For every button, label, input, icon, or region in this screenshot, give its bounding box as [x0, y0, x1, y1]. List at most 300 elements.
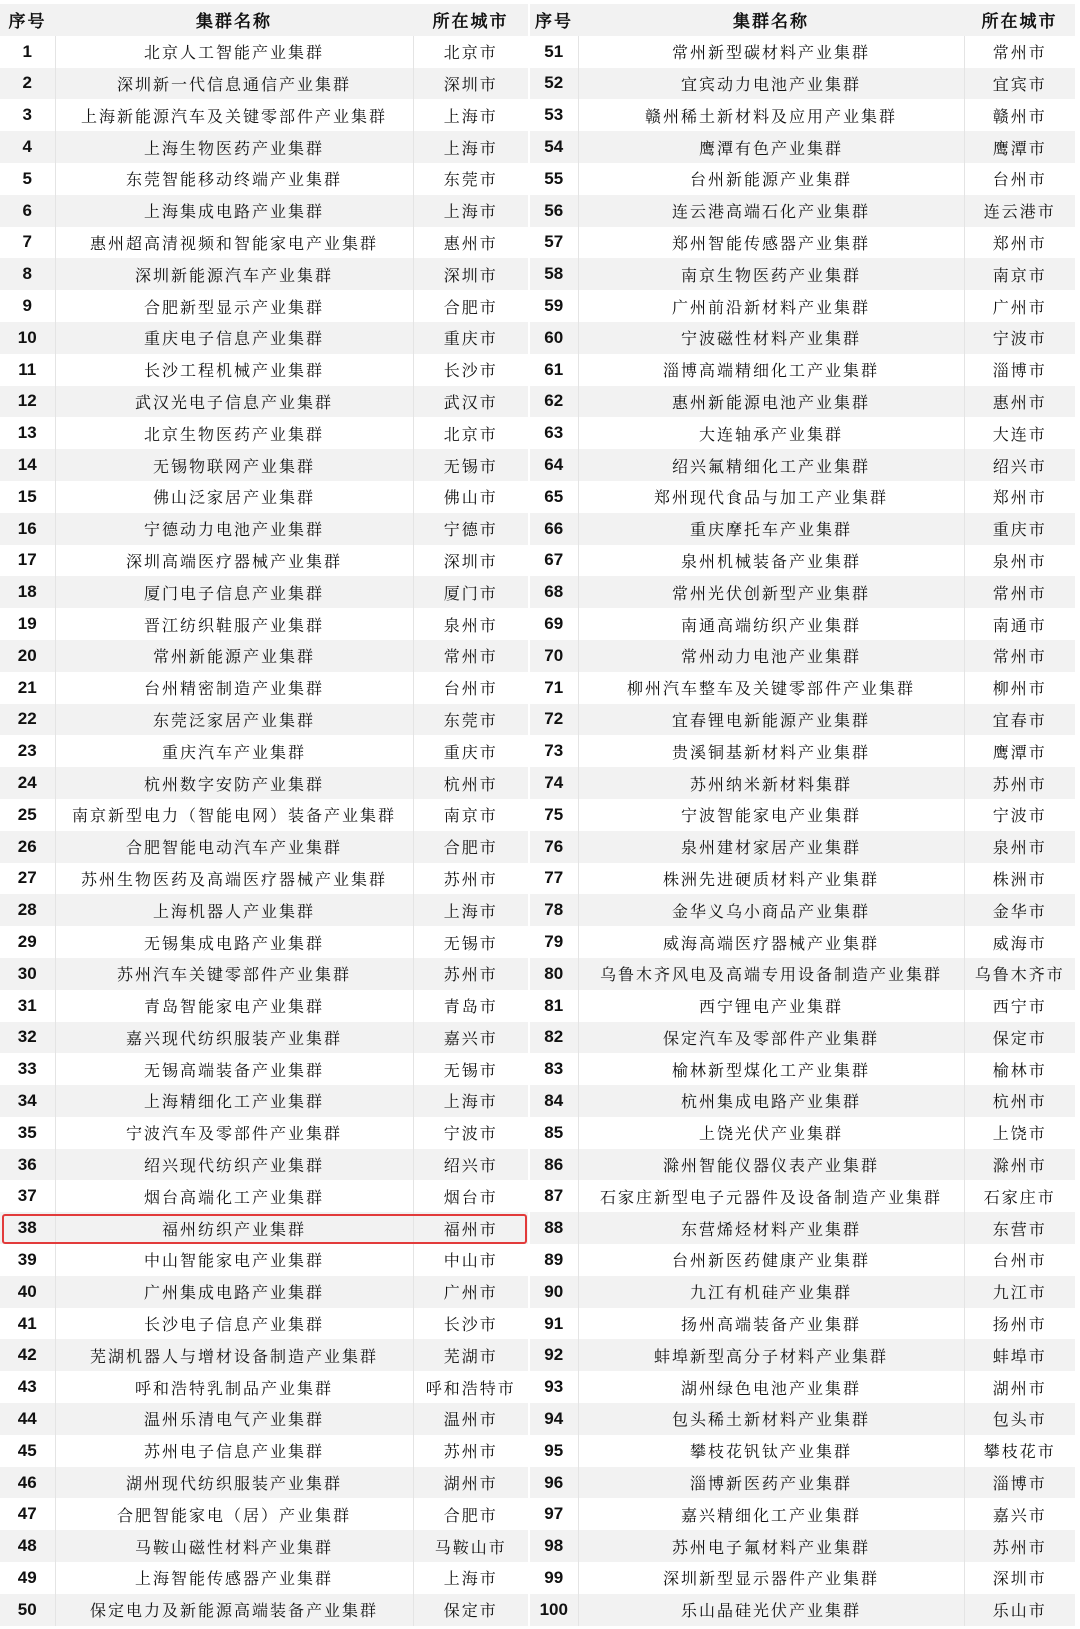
city-name: 上海市: [413, 1085, 528, 1117]
cluster-name: 嘉兴现代纺织服装产业集群: [55, 1022, 413, 1054]
table-row: [0, 1022, 528, 1054]
cluster-name: 烟台高端化工产业集群: [55, 1180, 413, 1212]
header-cluster-name: 集群名称: [578, 4, 964, 36]
cluster-name: 宁波智能家电产业集群: [578, 799, 964, 831]
table-row: [530, 1339, 1075, 1371]
row-index: 56: [530, 195, 578, 227]
row-index: 13: [17, 423, 37, 443]
cluster-name: 惠州新能源电池产业集群: [578, 386, 964, 418]
cluster-name: 台州新医药健康产业集群: [578, 1244, 964, 1276]
cluster-name: 乐山晶硅光伏产业集群: [578, 1594, 964, 1626]
cluster-name: 淄博高端精细化工产业集群: [578, 354, 964, 386]
row-index: 33: [17, 1059, 37, 1079]
cluster-name: 广州集成电路产业集群: [55, 1276, 413, 1308]
table-row: [530, 1244, 1075, 1276]
cluster-name: 苏州纳米新材料集群: [578, 767, 964, 799]
row-index: 65: [544, 486, 564, 506]
row-index: 32: [0, 1022, 55, 1054]
city-name: 苏州市: [413, 958, 528, 990]
city-name: 郑州市: [992, 233, 1047, 253]
table-row: [530, 1435, 1075, 1467]
table-row: [530, 195, 1075, 227]
cluster-name: 淄博新医药产业集群: [578, 1467, 964, 1499]
table-row: [0, 1085, 528, 1117]
table-row: [530, 1371, 1075, 1403]
city-name: 鹰潭市: [964, 131, 1075, 163]
table-row: [0, 99, 528, 131]
city-name: 长沙市: [443, 361, 498, 381]
table-row: [0, 1467, 528, 1499]
row-index: 76: [530, 831, 578, 863]
cluster-name: 宜宾动力电池产业集群: [578, 68, 964, 100]
table-row: [530, 958, 1075, 990]
table-row: [530, 894, 1075, 926]
row-index: 57: [544, 232, 564, 252]
row-index: 71: [544, 677, 564, 697]
table-row: [0, 1371, 528, 1403]
table-row: [530, 545, 1075, 577]
city-name: 福州市: [413, 1212, 528, 1244]
row-index: 41: [17, 1313, 37, 1333]
row-index: 36: [0, 1149, 55, 1181]
row-index: 6: [0, 195, 55, 227]
table-row: [530, 386, 1075, 418]
table-row: [0, 576, 528, 608]
cluster-name: 泉州机械装备产业集群: [578, 545, 964, 577]
table-row: [0, 672, 528, 704]
row-index: 48: [0, 1530, 55, 1562]
city-name: 金华市: [964, 894, 1075, 926]
row-index: 84: [530, 1085, 578, 1117]
city-name: 榆林市: [992, 1060, 1047, 1080]
city-name: 乌鲁木齐市: [964, 958, 1075, 990]
city-name: 淄博市: [992, 361, 1047, 381]
cluster-name: 呼和浩特乳制品产业集群: [55, 1371, 413, 1403]
row-index: 89: [544, 1249, 564, 1269]
cluster-name: 泉州建材家居产业集群: [578, 831, 964, 863]
row-index: 21: [17, 677, 37, 697]
table-row: [530, 831, 1075, 863]
row-index: 83: [544, 1059, 564, 1079]
row-index: 31: [17, 995, 37, 1015]
cluster-name: 重庆汽车产业集群: [55, 735, 413, 767]
table-row: [530, 672, 1075, 704]
table-row: [530, 990, 1075, 1022]
table-row: [0, 322, 528, 354]
table-row: [530, 1022, 1075, 1054]
city-name: 重庆市: [964, 513, 1075, 545]
cluster-name: 深圳新一代信息通信产业集群: [55, 68, 413, 100]
city-name: 惠州市: [964, 386, 1075, 418]
cluster-name: 芜湖机器人与增材设备制造产业集群: [55, 1339, 413, 1371]
table-row: [0, 1498, 528, 1530]
city-name: 杭州市: [413, 767, 528, 799]
row-index: 77: [544, 868, 564, 888]
cluster-name: 连云港高端石化产业集群: [578, 195, 964, 227]
cluster-name: 蚌埠新型高分子材料产业集群: [578, 1339, 964, 1371]
row-index: 93: [544, 1377, 564, 1397]
row-index: 86: [530, 1149, 578, 1181]
city-name: 深圳市: [992, 1569, 1047, 1589]
cluster-name: 佛山泛家居产业集群: [55, 481, 413, 513]
cluster-name: 惠州超高清视频和智能家电产业集群: [55, 227, 413, 259]
table-row: [0, 417, 528, 449]
table-row: [530, 481, 1075, 513]
city-name: 嘉兴市: [992, 1505, 1047, 1525]
city-name: 泉州市: [964, 831, 1075, 863]
city-name: 连云港市: [964, 195, 1075, 227]
cluster-name: 福州纺织产业集群: [55, 1212, 413, 1244]
cluster-table-left: [0, 4, 528, 1626]
table-row: [530, 640, 1075, 672]
cluster-name: 东莞泛家居产业集群: [55, 704, 413, 736]
city-name: 台州市: [992, 1251, 1047, 1271]
cluster-name: 东营烯烃材料产业集群: [578, 1212, 964, 1244]
table-row: [0, 1117, 528, 1149]
table-row: [530, 1562, 1075, 1594]
city-name: 宁波市: [443, 1124, 498, 1144]
row-index: 3: [22, 105, 32, 125]
table-row: [0, 449, 528, 481]
table-row: [530, 1180, 1075, 1212]
row-index: 63: [544, 423, 564, 443]
row-index: 62: [530, 386, 578, 418]
cluster-name: 深圳高端医疗器械产业集群: [55, 545, 413, 577]
city-name: 淄博市: [964, 1467, 1075, 1499]
row-index: 44: [0, 1403, 55, 1435]
row-index: 80: [530, 958, 578, 990]
cluster-name: 南京生物医药产业集群: [578, 258, 964, 290]
table-row: [0, 704, 528, 736]
city-name: 宁波市: [992, 806, 1047, 826]
table-row: [530, 767, 1075, 799]
table-row: [0, 894, 528, 926]
cluster-name: 苏州电子氟材料产业集群: [578, 1530, 964, 1562]
header-city: 所在城市: [413, 4, 528, 36]
table-row: [0, 1180, 528, 1212]
header-cluster-name: 集群名称: [55, 4, 413, 36]
city-name: 温州市: [413, 1403, 528, 1435]
table-row: [530, 608, 1075, 640]
row-index: 54: [530, 131, 578, 163]
table-row: [530, 704, 1075, 736]
row-index: 55: [544, 168, 564, 188]
cluster-name: 鹰潭有色产业集群: [578, 131, 964, 163]
row-index: 58: [530, 258, 578, 290]
cluster-name: 滁州智能仪器仪表产业集群: [578, 1149, 964, 1181]
table-row: [530, 926, 1075, 958]
city-name: 株洲市: [992, 869, 1047, 889]
row-index: 20: [0, 640, 55, 672]
row-index: 94: [530, 1403, 578, 1435]
cluster-name: 包头稀土新材料产业集群: [578, 1403, 964, 1435]
cluster-name: 重庆电子信息产业集群: [55, 322, 413, 354]
city-name: 湖州市: [992, 1378, 1047, 1398]
row-index: 24: [0, 767, 55, 799]
cluster-table-right: [530, 4, 1075, 1626]
table-row: [0, 131, 528, 163]
cluster-name: 常州新型碳材料产业集群: [578, 36, 964, 68]
header-index: 序号: [530, 4, 578, 36]
row-index: 47: [17, 1504, 37, 1524]
table-row: [0, 386, 528, 418]
row-index: 92: [530, 1339, 578, 1371]
row-index: 88: [530, 1212, 578, 1244]
city-name: 乐山市: [964, 1594, 1075, 1626]
table-row: [0, 799, 528, 831]
row-index: 49: [17, 1567, 37, 1587]
row-index: 78: [530, 894, 578, 926]
row-index: 42: [0, 1339, 55, 1371]
table-header-row: [530, 4, 1075, 36]
row-index: 85: [544, 1122, 564, 1142]
table-row: [530, 576, 1075, 608]
row-index: 72: [530, 704, 578, 736]
row-index: 22: [0, 704, 55, 736]
row-index: 82: [530, 1022, 578, 1054]
city-name: 合肥市: [413, 831, 528, 863]
city-name: 马鞍山市: [413, 1530, 528, 1562]
cluster-name: 郑州智能传感器产业集群: [578, 227, 964, 259]
city-name: 赣州市: [992, 106, 1047, 126]
table-row: [530, 863, 1075, 895]
row-index: 60: [530, 322, 578, 354]
city-name: 郑州市: [992, 488, 1047, 508]
city-name: 苏州市: [443, 1442, 498, 1462]
city-name: 呼和浩特市: [425, 1378, 516, 1398]
row-index: 35: [17, 1122, 37, 1142]
table-row: [530, 735, 1075, 767]
cluster-name: 东莞智能移动终端产业集群: [55, 163, 413, 195]
table-row: [0, 958, 528, 990]
city-name: 台州市: [443, 679, 498, 699]
city-name: 威海市: [992, 933, 1047, 953]
cluster-name: 晋江纺织鞋服产业集群: [55, 608, 413, 640]
cluster-name: 宜春锂电新能源产业集群: [578, 704, 964, 736]
row-index: 28: [0, 894, 55, 926]
cluster-name: 柳州汽车整车及关键零部件产业集群: [578, 672, 964, 704]
header-index: 序号: [0, 4, 55, 36]
city-name: 常州市: [964, 640, 1075, 672]
table-row: [0, 1308, 528, 1340]
row-index: 17: [17, 550, 37, 570]
table-row: [530, 163, 1075, 195]
cluster-name: 上海生物医药产业集群: [55, 131, 413, 163]
cluster-name: 深圳新能源汽车产业集群: [55, 258, 413, 290]
cluster-name: 常州新能源产业集群: [55, 640, 413, 672]
row-index: 64: [530, 449, 578, 481]
city-name: 武汉市: [413, 386, 528, 418]
table-row: [530, 131, 1075, 163]
table-row: [530, 258, 1075, 290]
city-name: 绍兴市: [964, 449, 1075, 481]
city-name: 攀枝花市: [983, 1442, 1056, 1462]
cluster-name: 石家庄新型电子元器件及设备制造产业集群: [578, 1180, 964, 1212]
city-name: 惠州市: [443, 233, 498, 253]
table-row: [0, 831, 528, 863]
city-name: 苏州市: [964, 767, 1075, 799]
row-index: 11: [18, 359, 37, 379]
table-row: [0, 1276, 528, 1308]
cluster-name: 广州前沿新材料产业集群: [578, 290, 964, 322]
cluster-name: 台州新能源产业集群: [578, 163, 964, 195]
row-index: 97: [544, 1504, 564, 1524]
row-index: 1: [22, 41, 32, 61]
row-index: 96: [530, 1467, 578, 1499]
row-index: 90: [530, 1276, 578, 1308]
table-row: [0, 1594, 528, 1626]
cluster-name: 北京人工智能产业集群: [55, 36, 413, 68]
row-index: 61: [544, 359, 564, 379]
row-index: 34: [0, 1085, 55, 1117]
city-name: 石家庄市: [983, 1187, 1056, 1207]
city-name: 杭州市: [964, 1085, 1075, 1117]
city-name: 扬州市: [992, 1315, 1047, 1335]
table-row: [0, 1339, 528, 1371]
city-name: 广州市: [992, 297, 1047, 317]
cluster-name: 绍兴现代纺织产业集群: [55, 1149, 413, 1181]
city-name: 宜宾市: [964, 68, 1075, 100]
table-row: [0, 735, 528, 767]
table-row: [0, 258, 528, 290]
table-row: [0, 227, 528, 259]
cluster-name: 常州光伏创新型产业集群: [578, 576, 964, 608]
table-row: [530, 68, 1075, 100]
cluster-name: 赣州稀土新材料及应用产业集群: [578, 99, 964, 131]
table-row: [530, 1276, 1075, 1308]
table-row: [530, 1085, 1075, 1117]
city-name: 烟台市: [443, 1187, 498, 1207]
city-name: 厦门市: [413, 576, 528, 608]
row-index: 87: [544, 1186, 564, 1206]
city-name: 上海市: [413, 894, 528, 926]
city-name: 鹰潭市: [992, 742, 1047, 762]
city-name: 深圳市: [413, 68, 528, 100]
city-name: 无锡市: [443, 933, 498, 953]
city-name: 柳州市: [992, 679, 1047, 699]
table-row: [530, 1308, 1075, 1340]
row-index: 25: [17, 804, 37, 824]
row-index: 9: [22, 296, 32, 316]
city-name: 苏州市: [443, 869, 498, 889]
table-row: [0, 290, 528, 322]
city-name: 上海市: [443, 106, 498, 126]
row-index: 100: [530, 1594, 578, 1626]
row-index: 45: [17, 1440, 37, 1460]
city-name: 中山市: [443, 1251, 498, 1271]
row-index: 7: [22, 232, 32, 252]
cluster-name: 南通高端纺织产业集群: [578, 608, 964, 640]
cluster-name: 绍兴氟精细化工产业集群: [578, 449, 964, 481]
cluster-name: 金华义乌小商品产业集群: [578, 894, 964, 926]
table-body-right: [530, 36, 1075, 1626]
city-name: 重庆市: [443, 742, 498, 762]
row-index: 52: [530, 68, 578, 100]
city-name: 泉州市: [443, 615, 498, 635]
table-row: [530, 354, 1075, 386]
cluster-name: 宁波磁性材料产业集群: [578, 322, 964, 354]
table-row: [0, 195, 528, 227]
cluster-name: 厦门电子信息产业集群: [55, 576, 413, 608]
table-row: [0, 68, 528, 100]
cluster-name: 长沙电子信息产业集群: [55, 1308, 413, 1340]
city-name: 深圳市: [443, 551, 498, 571]
table-row: [0, 1244, 528, 1276]
row-index: 38: [0, 1212, 55, 1244]
city-name: 绍兴市: [413, 1149, 528, 1181]
row-index: 15: [17, 486, 37, 506]
cluster-name: 贵溪铜基新材料产业集群: [578, 735, 964, 767]
row-index: 16: [0, 513, 55, 545]
cluster-name: 长沙工程机械产业集群: [55, 354, 413, 386]
cluster-name: 九江有机硅产业集群: [578, 1276, 964, 1308]
city-name: 合肥市: [443, 1505, 498, 1525]
cluster-name: 苏州汽车关键零部件产业集群: [55, 958, 413, 990]
row-index: 66: [530, 513, 578, 545]
city-name: 南京市: [964, 258, 1075, 290]
city-name: 台州市: [992, 170, 1047, 190]
cluster-name: 上海机器人产业集群: [55, 894, 413, 926]
table-row: [0, 1053, 528, 1085]
city-name: 芜湖市: [413, 1339, 528, 1371]
cluster-name: 青岛智能家电产业集群: [55, 990, 413, 1022]
row-index: 98: [530, 1530, 578, 1562]
table-row: [530, 1530, 1075, 1562]
table-row: [0, 513, 528, 545]
table-row: [0, 1562, 528, 1594]
city-name: 北京市: [443, 43, 498, 63]
cluster-name: 苏州电子信息产业集群: [55, 1435, 413, 1467]
cluster-name: 无锡集成电路产业集群: [55, 926, 413, 958]
city-name: 上饶市: [992, 1124, 1047, 1144]
row-index: 2: [0, 68, 55, 100]
table-row: [0, 1212, 528, 1244]
city-name: 嘉兴市: [413, 1022, 528, 1054]
cluster-name: 武汉光电子信息产业集群: [55, 386, 413, 418]
city-name: 合肥市: [443, 297, 498, 317]
row-index: 27: [17, 868, 37, 888]
cluster-name: 湖州现代纺织服装产业集群: [55, 1467, 413, 1499]
table-row: [530, 1053, 1075, 1085]
row-index: 23: [17, 741, 37, 761]
city-name: 上海市: [443, 1569, 498, 1589]
table-row: [0, 354, 528, 386]
cluster-name: 宁波汽车及零部件产业集群: [55, 1117, 413, 1149]
row-index: 68: [530, 576, 578, 608]
cluster-name: 榆林新型煤化工产业集群: [578, 1053, 964, 1085]
row-index: 75: [544, 804, 564, 824]
city-name: 保定市: [964, 1022, 1075, 1054]
city-name: 大连市: [992, 424, 1047, 444]
row-index: 43: [17, 1377, 37, 1397]
table-row: [530, 417, 1075, 449]
cluster-name: 乌鲁木齐风电及高端专用设备制造产业集群: [578, 958, 964, 990]
city-name: 东莞市: [443, 170, 498, 190]
city-name: 无锡市: [413, 449, 528, 481]
city-name: 包头市: [964, 1403, 1075, 1435]
row-index: 74: [530, 767, 578, 799]
table-row: [0, 990, 528, 1022]
cluster-name: 湖州绿色电池产业集群: [578, 1371, 964, 1403]
table-row: [0, 1530, 528, 1562]
table-row: [0, 1149, 528, 1181]
city-name: 上海市: [413, 195, 528, 227]
city-name: 长沙市: [443, 1315, 498, 1335]
row-index: 69: [544, 614, 564, 634]
cluster-name: 上饶光伏产业集群: [578, 1117, 964, 1149]
cluster-name: 大连轴承产业集群: [578, 417, 964, 449]
row-index: 30: [0, 958, 55, 990]
